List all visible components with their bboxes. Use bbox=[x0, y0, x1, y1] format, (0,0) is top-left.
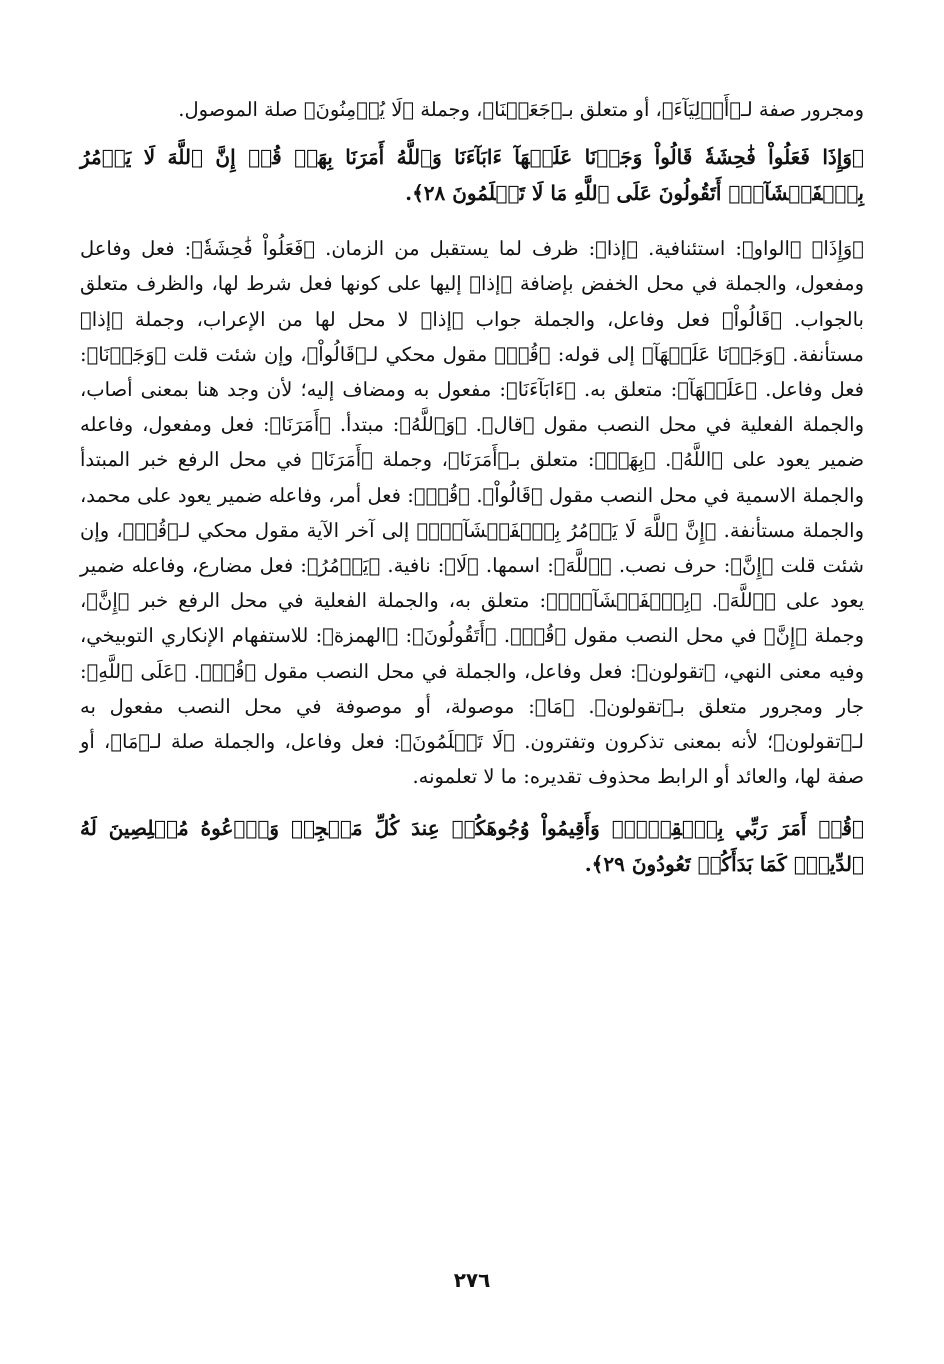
verse-28: ﴿وَإِذَا فَعَلُواْ فَٰحِشَةٗ قَالُواْ وَجَدۡنَا عَلَيۡهَآ ءَابَآءَنَا وَٱللَّهُ أَمَرَنَا بِهَاۗ قُلۡ إِنَّ ٱللَّهَ لَا يَأۡمُرُ بِٱلۡفَحۡشَآءِۖ أَتَقُولُونَ عَلَى ٱللَّهِ مَا لَا تَعۡلَمُونَ ٢٨﴾. bbox=[80, 145, 864, 206]
page-number: ٢٧٦ bbox=[453, 1268, 491, 1292]
verse-29: ﴿قُلۡ أَمَرَ رَبِّي بِٱلۡقِسۡطِۖ وَأَقِيمُواْ وُجُوهَكُمۡ عِندَ كُلِّ مَسۡجِدٖ وَٱدۡعُوهُ مُخۡلِصِينَ لَهُ ٱلدِّينَۚ كَمَا بَدَأَكُمۡ تَعُودُونَ ٢٩﴾. bbox=[80, 816, 864, 877]
intro-paragraph: ومجرور صفة لـ﴿أَوۡلِيَآءَ﴾، أو متعلق بـ﴿جَعَلۡنَا﴾، وجملة ﴿لَا يُؤۡمِنُونَ﴾ صلة الموصول. bbox=[178, 98, 864, 121]
analysis-paragraph: ﴿وَإِذَا﴾ ﴿الواو﴾: استئنافية. ﴿إذا﴾: ظرف لما يستقبل من الزمان. ﴿فَعَلُواْ فَٰحِشَةٗ﴾: فعل وفاعل ومفعول، والجملة في محل الخفض بإضافة ﴿إذا﴾ إليها على كونها فعل شرط لها، والظرف متعلق بالجواب. ﴿قَالُواْ﴾ فعل وفاعل، والجملة جواب ﴿إذا﴾ لا محل لها من الإعراب، وجملة ﴿إذا﴾ مستأنفة. ﴿وَجَدۡنَا عَلَيۡهَآ﴾ إلى قوله: ﴿قُلۡ﴾ مقول محكي لـ﴿قَالُواْ﴾، وإن شئت قلت ﴿وَجَدۡنَا﴾: فعل وفاعل. ﴿عَلَيۡهَآ﴾: متعلق به. ﴿ءَابَآءَنَا﴾: مفعول به ومضاف إليه؛ لأن وجد هنا بمعنى أصاب، والجملة الفعلية في محل النصب مقول ﴿قال﴾. ﴿وَٱللَّهُ﴾: مبتدأ. ﴿أَمَرَنَا﴾: فعل ومفعول، وفاعله ضمير يعود على ﴿اللَّهُ﴾. ﴿بِهَاۗ﴾: متعلق بـ﴿أَمَرَنَا﴾، وجملة ﴿أَمَرَنَا﴾ في محل الرفع خبر المبتدأ والجملة الاسمية في محل النصب مقول ﴿قَالُواْ﴾. ﴿قُلۡ﴾: فعل أمر، وفاعله ضمير يعود على محمد، والجملة مستأنفة. ﴿إِنَّ ٱللَّهَ لَا يَأۡمُرُ بِٱلۡفَحۡشَآءِۖ﴾ إلى آخر الآية مقول محكي لـ﴿قُلۡ﴾، وإن شئت قلت ﴿إِنَّ﴾: حرف نصب. ﴿ٱللَّهَ﴾: اسمها. ﴿لَا﴾: نافية. ﴿يَأۡمُرُ﴾: فعل مضارع، وفاعله ضمير يعود على ﴿ٱللَّهَ﴾. ﴿بِٱلۡفَحۡشَآءِۖ﴾: متعلق به، والجملة الفعلية في محل الرفع خبر ﴿إِنَّ﴾، وجملة ﴿إِنَّ﴾ في محل النصب مقول ﴿قُلۡ﴾. ﴿أَتَقُولُونَ﴾: ﴿الهمزة﴾: للاستفهام الإنكاري التوبيخي، وفيه معنى النهي، ﴿تقولون﴾: فعل وفاعل، والجملة في محل النصب مقول ﴿قُلۡ﴾. ﴿عَلَى ٱللَّهِ﴾: جار ومجرور متعلق بـ﴿تقولون﴾. ﴿مَا﴾: موصولة، أو موصوفة في محل النصب مفعول به لـ﴿تقولون﴾؛ لأنه بمعنى تذكرون وتفترون. ﴿لَا تَعۡلَمُونَ﴾: فعل وفاعل، والجملة صلة لـ﴿مَا﴾، أو صفة لها، والعائد أو الرابط محذوف تقديره: ما لا تعلمونه. bbox=[80, 237, 864, 789]
page-body bbox=[80, 92, 864, 882]
